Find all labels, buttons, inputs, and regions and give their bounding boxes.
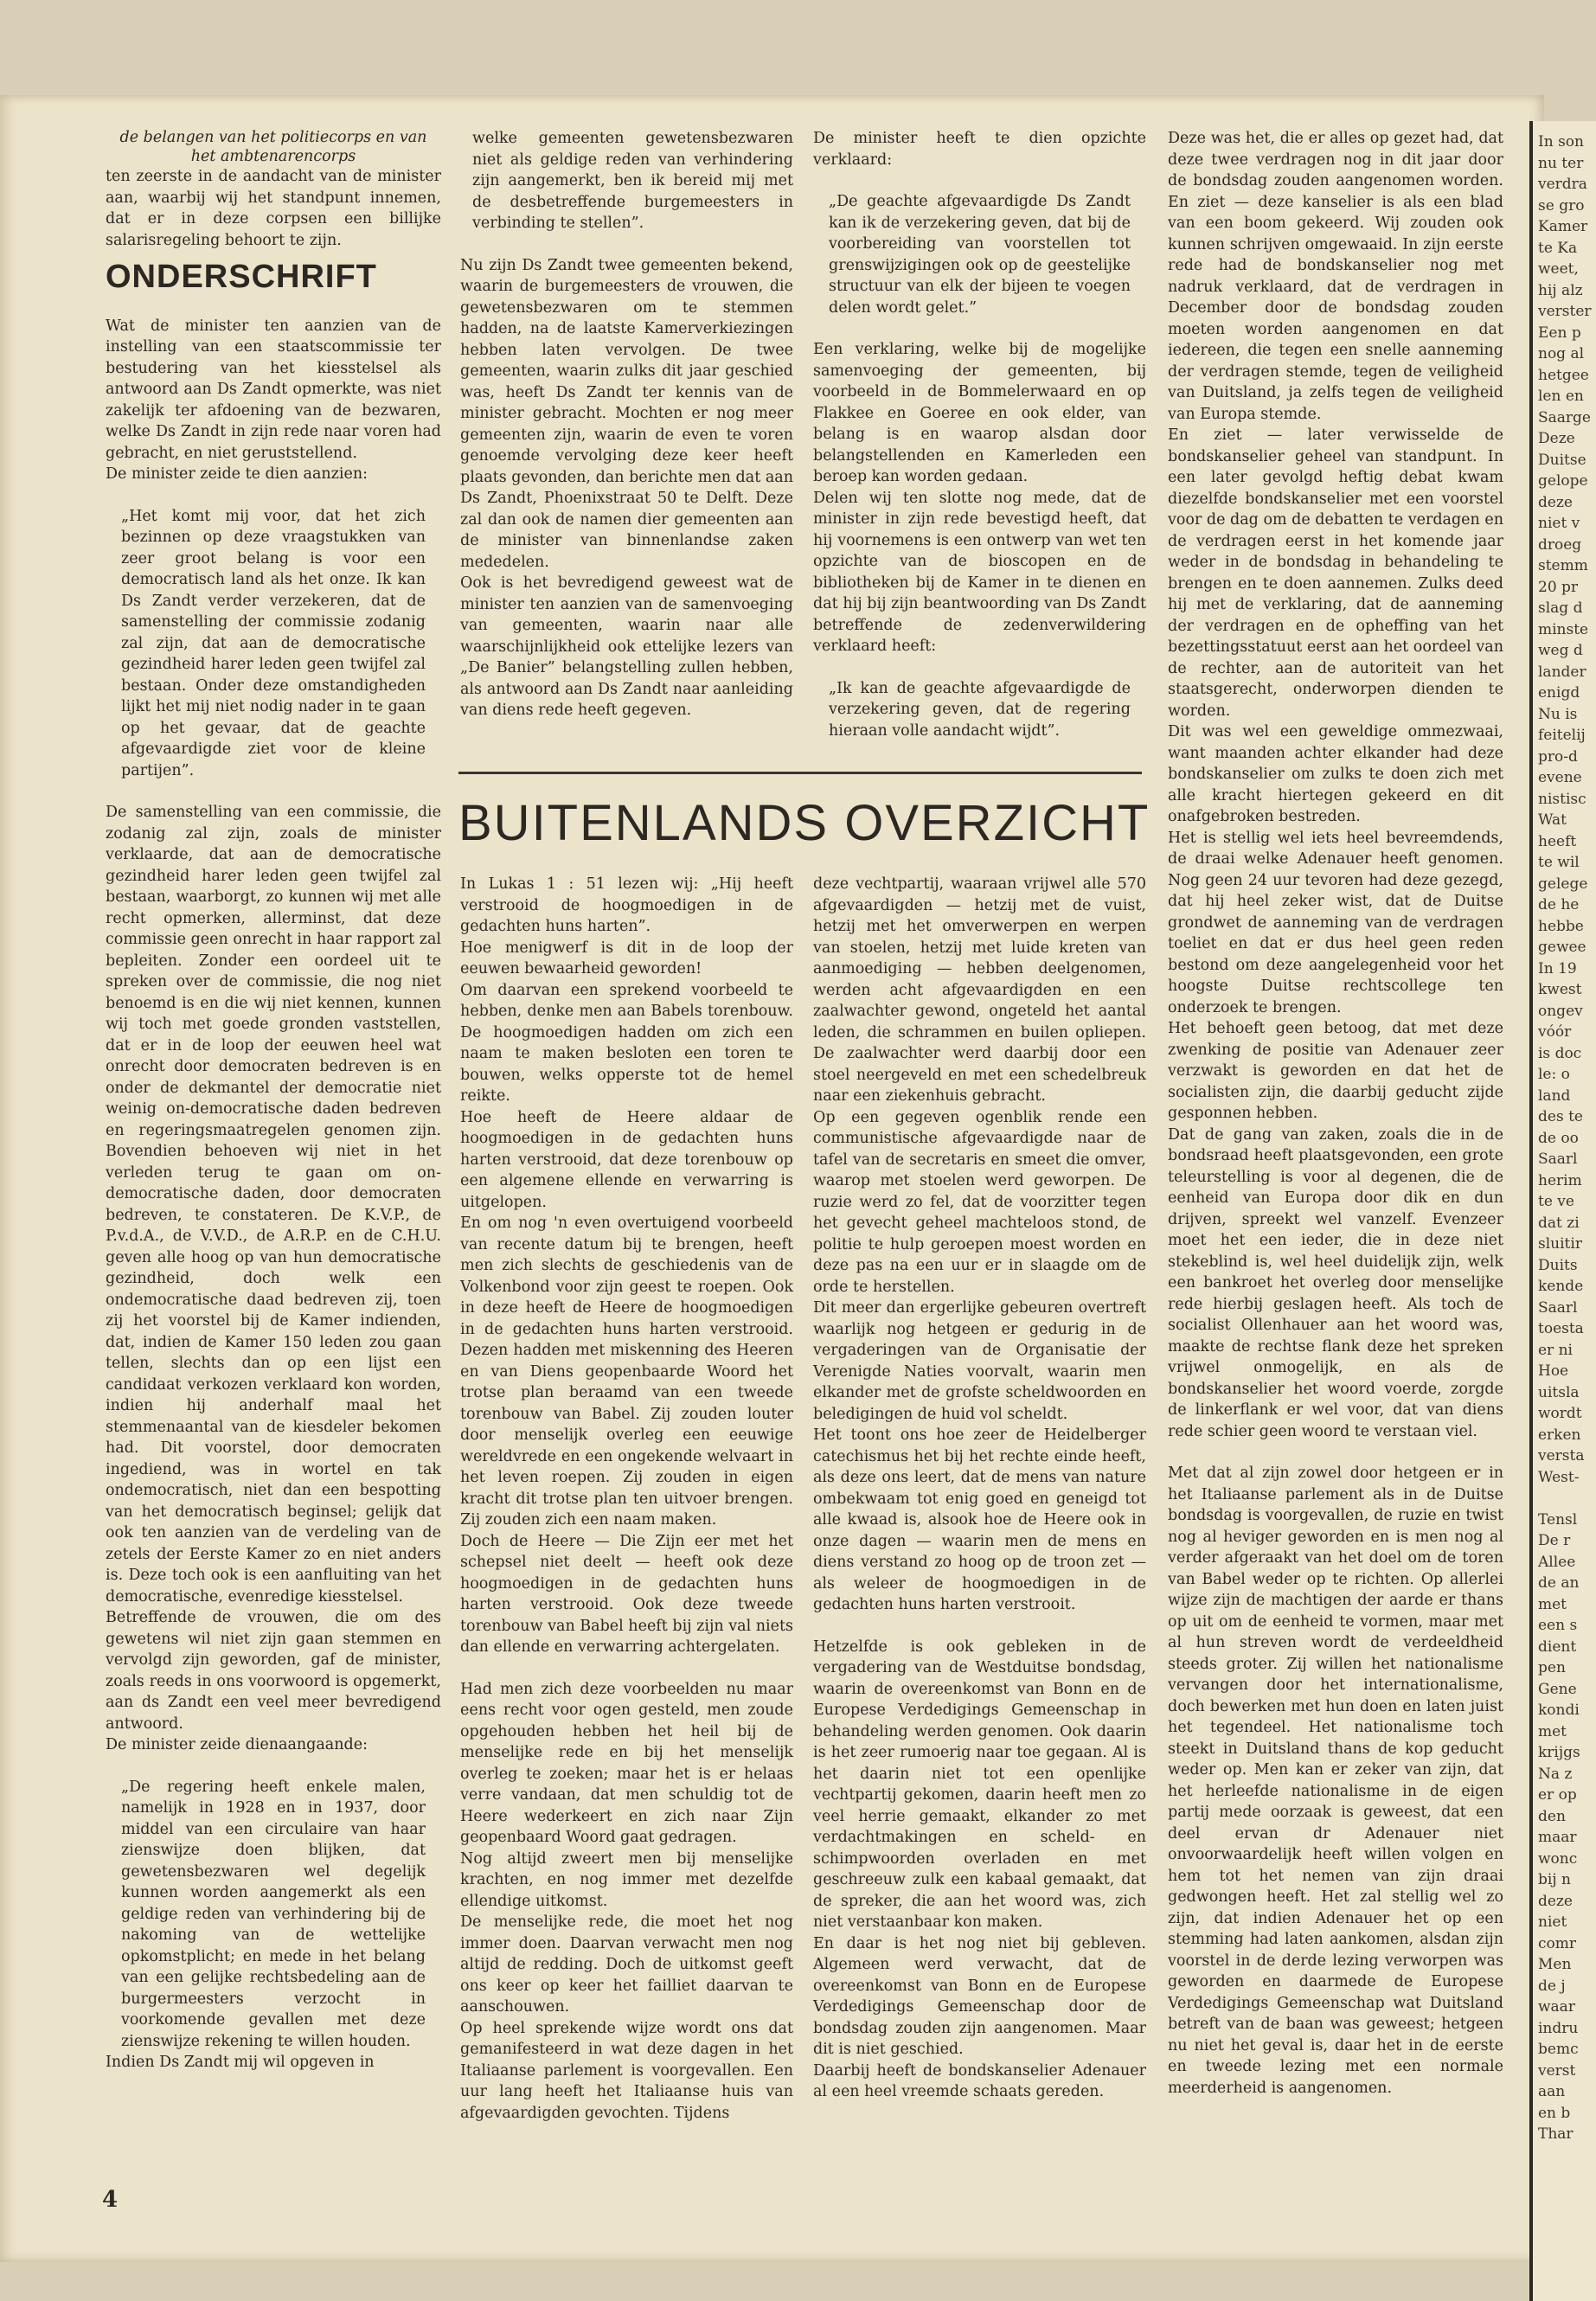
next-page-line: droeg <box>1538 535 1582 554</box>
next-page-line: er op <box>1538 1786 1577 1804</box>
next-page-line: slag d <box>1538 599 1583 617</box>
next-page-line: weet, <box>1538 260 1579 278</box>
paragraph: Nog altijd zweert men bij menselijke krachten, en nog immer met dezelfde ellendige uitkomst. <box>460 1849 793 1910</box>
next-page-line: Gene <box>1538 1680 1577 1698</box>
next-page-line: aan <box>1538 2083 1566 2100</box>
next-page-line: Saarge <box>1538 408 1591 426</box>
next-page-line: de j <box>1538 1977 1566 1995</box>
next-page-line: uitsla <box>1538 1383 1580 1401</box>
next-page-line: nog al <box>1538 345 1585 362</box>
next-page-line: verst <box>1538 2061 1576 2080</box>
next-page-line: bemc <box>1538 2041 1579 2058</box>
next-page-line: Wat <box>1538 811 1567 829</box>
next-page-line: 20 pr <box>1538 578 1579 596</box>
next-page-line: te wil <box>1538 854 1580 871</box>
next-page-line: en b <box>1538 2104 1571 2122</box>
paragraph: Deze was het, die er alles op gezet had, dat deze twee verdragen nog in dit jaar door de bondsdag zouden aangenomen worden. En ziet — deze kanselier is als een blad van een boom gekeerd. Wij zouden ook kunnen schrijven omgewaaid. In zijn eerste rede had de bondskanselier nog met nadruk verklaard, dat de verdragen in December door de bondsdag zouden moeten worden aangenomen en dat iedereen, die tegen een snelle aanneming der verdragen stemde, tegen de veiligheid van Duitsland, ja zelfs tegen de veiligheid van Europa stemde. <box>1168 130 1503 423</box>
next-page-line: Thar <box>1538 2125 1574 2143</box>
next-page-line: Na z <box>1538 1765 1573 1783</box>
quote: „Het komt mij voor, dat het zich bezinnen op deze vraagstukken van zeer groot belang is voor een democratisch land als het onze. Ik kan Ds Zandt verder verzekeren, dat de samenstelling der commissie zodanig zal zijn, dat aan de democratische gezindheid harer leden geen twijfel zal bestaan. Onder deze omstandigheden lijkt het mij niet nodig nader in te gaan op het gevaar, dat de geachte afgevaardigde ziet voor de kleine partijen”. <box>121 507 426 779</box>
next-page-line: De r <box>1538 1532 1571 1549</box>
next-page-line: weg d <box>1538 642 1583 659</box>
next-page-line: gewee <box>1538 939 1586 956</box>
next-page-line: versta <box>1538 1447 1585 1465</box>
section-heading-onderschrift: ONDERSCHRIFT <box>106 259 377 295</box>
next-page-line: niet <box>1538 1913 1567 1931</box>
next-page-line: de an <box>1538 1574 1580 1592</box>
next-page-line: le: o <box>1538 1066 1570 1083</box>
paragraph: Op een gegeven ogenblik rende een communistische afgevaardigde naar de tafel van de secretaris en smeet die omver, waarop met stoelen werd geworpen. De ruzie werd zo fel, dat de voorzitter tegen het gevecht geheel machteloos stond, de politie te hulp geroepen moest worden en deze pas na een uur er in slaagde om de orde te herstellen. <box>813 1108 1146 1296</box>
paragraph: Nu zijn Ds Zandt twee gemeenten bekend, waarin de burgemeesters de vrouwen, die gewetensbezwaren om te stemmen hadden, na de laatste Kamerverkiezingen hebben laten vervolgen. De twee gemeenten, waarin zulks dit jaar geschied was, heeft Ds Zandt ter kennis van de minister gebracht. Mochten er nog meer gemeenten zijn, waarin de even te voren genoemde vervolging deze keer heeft plaats gevonden, dan berichte men dat aan Ds Zandt, Phoenixstraat 50 te Delft. Deze zal dan ook de namen dier gemeenten aan de minister van binnenlandse zaken mededelen. <box>460 256 793 571</box>
paragraph: De menselijke rede, die moet het nog immer doen. Daarvan verwacht men nog altijd de redding. Doch de uitkomst geeft ons keer op keer het failliet daarvan te aanschouwen. <box>460 1913 793 2016</box>
section-divider <box>458 772 1142 774</box>
next-page-line: West- <box>1538 1468 1580 1486</box>
paragraph: Dit was wel een geweldige ommezwaai, want maanden achter elkander had deze bondskanselier om zulks te doen zich met alle kracht hiertegen gekeerd en dit onafgebroken bestreden. <box>1168 723 1503 825</box>
next-page-line: Een p <box>1538 324 1581 342</box>
next-page-line: sluitir <box>1538 1235 1582 1253</box>
next-page-line: Tensl <box>1538 1510 1578 1529</box>
next-page-line: de oo <box>1538 1129 1579 1147</box>
next-page-line <box>1533 1488 1596 1509</box>
next-page-line: kende <box>1538 1278 1584 1295</box>
next-page-line: minste <box>1538 620 1589 638</box>
paragraph: Wat de minister ten aanzien van de instelling van een staatscommissie ter bestudering van het kiesstelsel als antwoord aan Ds Zandt opmerkte, was niet zakelijk ter afdoening van de bezwaren, welke Ds Zandt in zijn rede naar voren had gebracht, en niet geruststellend. <box>106 317 441 462</box>
next-page-line: evene <box>1538 769 1582 786</box>
paragraph: De minister zeide te dien aanzien: <box>106 465 369 483</box>
next-page-line: is doc <box>1538 1044 1582 1062</box>
paragraph: Betreffende de vrouwen, die om des gewetens wil niet zijn gaan stemmen en vervolgd zijn geworden, gaf de minister, zoals reeds in ons voorwoord is opgemerkt, aan ds Zandt een veel meer bevredigend antwoord. <box>106 1609 441 1733</box>
next-page-line: er ni <box>1538 1341 1573 1359</box>
next-page-line: hetgee <box>1538 366 1589 384</box>
paragraph: Een verklaring, welke bij de mogelijke samenvoeging der gemeenten, bij voorbeeld in de Bommelerwaard en op Flakkee en Goeree en ook elder, van belang is en waarop alsdan door belangstellenden en Kamerleden een beroep kan worden gedaan. <box>813 341 1146 485</box>
paragraph: Doch de Heere — Die Zijn eer met het schepsel niet deelt — heeft ook deze hoogmoedigen in de gedachten huns harten verstrooid. Ook deze tweede torenbouw van Babel heeft bij zijn val niets dan ellende en verwarring achtergelaten. <box>460 1532 793 1656</box>
column-3 <box>813 128 1146 741</box>
paragraph: In Lukas 1 : 51 lezen wij: „Hij heeft verstrooid de hoogmoedigen in de gedachten huns harten”. <box>460 875 793 935</box>
next-page-line: een s <box>1538 1617 1578 1634</box>
paragraph: Indien Ds Zandt mij wil opgeven in <box>106 2054 375 2071</box>
next-page-line: des te <box>1538 1108 1583 1125</box>
next-page-line: wonc <box>1538 1849 1578 1868</box>
paragraph: De minister zeide dienaangaande: <box>106 1736 368 1753</box>
paragraph: Had men zich deze voorbeelden nu maar eens recht voor ogen gesteld, men zoude opgehouden hebben het heil bij de menselijke rede en bij het menselijk overleg te zoeken; maar het is er helaas verre vandaan, dat men schuldig tot de Heere wederkeert en zich naar Zijn geopenbaard Woord gaat gedragen. <box>460 1680 793 1846</box>
paragraph: En om nog 'n even overtuigend voorbeeld van recente datum bij te brengen, heeft men zich slechts de geschiedenis van de Volkenbond voor zijn geest te roepen. Ook in deze heeft de Heere de hoogmoedigen in de gedachten huns harten verstrooid. Dezen hadden met miskenning des Heeren en van Diens geopenbaarde Woord het trotse plan beraamd van een tweede torenbouw van Babel. Zij zouden louter door menselijk overleg een eeuwige wereldvrede en een ongekende welvaart in het leven roepen. Zij zouden in eigen kracht dit trotse plan ten uitvoer brengen. Zij zouden zich een naam maken. <box>460 1215 793 1529</box>
page-title: BUITENLANDS OVERZICHT <box>458 795 1151 851</box>
next-page-line: niet v <box>1538 515 1580 532</box>
next-page-line: Nu is <box>1538 705 1578 723</box>
paragraph: Het is stellig wel iets heel bevreemdends, de draai welke Adenauer heeft genomen. Nog geen 24 uur tevoren had deze gezegd, dat hij heel zeker wist, dat de Duitse grondwet de aanneming van de verdragen toeliet en dat er dus heel geen reden bestond om deze aangelegenheid voor het hoogste Duitse rechtscollege ten onderzoek te brengen. <box>1168 829 1503 1016</box>
quote: „Ik kan de geachte afgevaardigde de verzekering geven, dat de regering hieraan volle aandacht wijdt”. <box>829 679 1131 740</box>
next-page-line: waar <box>1538 1998 1575 2016</box>
paragraph: Hoe heeft de Heere aldaar de hoogmoedigen in de gedachten huns harten verstrooid, dat deze torenbouw op een algemene ellende en verwarring is uitgelopen. <box>460 1108 793 1211</box>
next-page-line: erken <box>1538 1426 1581 1444</box>
quote-continuation: welke gemeenten gewetensbezwaren niet als geldige reden van verhindering zijn aangemerkt, ben ik bereid mij met de desbetreffende burgemeesters in verbinding te stellen”. <box>472 130 793 232</box>
next-page-line: In 19 <box>1538 959 1577 977</box>
next-page-line: stemm <box>1538 557 1588 574</box>
next-page-line: wordt <box>1538 1405 1582 1422</box>
next-page-line: kondi <box>1538 1702 1580 1719</box>
next-page-line: met <box>1538 1595 1567 1613</box>
paragraph: Het behoeft geen betoog, dat met deze zwenking de positie van Adenauer zeer verzwakt is geworden en dat het de socialisten zijn, die daarbij geducht zijde gesponnen hebben. <box>1168 1020 1503 1122</box>
next-page-line: dat zi <box>1538 1214 1580 1232</box>
next-page-strip <box>1529 121 1596 2301</box>
column-header: de belangen van het politiecorps en van het ambtenarencorps <box>119 129 427 165</box>
next-page-line: ongev <box>1538 1002 1583 1020</box>
next-page-line: gelope <box>1538 472 1588 490</box>
next-page-line: lander <box>1538 663 1586 681</box>
next-page-line: Hoe <box>1538 1362 1569 1380</box>
quote: „De geachte afgevaardigde Ds Zandt kan ik de verzekering geven, dat bij de voorbereiding van voorstellen tot grenswijzigingen ook op de geestelijke structuur van elk der bijeen te voegen delen wordt gelet.” <box>829 193 1131 317</box>
next-page-line: nu ter <box>1538 154 1584 172</box>
next-page-line: verdra <box>1538 176 1587 193</box>
next-page-line: bij n <box>1538 1871 1571 1888</box>
next-page-line: len en <box>1538 388 1584 405</box>
paragraph: deze vechtpartij, waaraan vrijwel alle 570 afgevaardigden — hetzij met de vuist, hetzij met het omverwerpen en werpen van stoelen, hetzij met luide kreten van aanmoediging — hebben deelgenomen, werden acht afgevaardigden en een zaalwachter gewond, ongeteld het aantal leden, die schrammen en builen opliepen. De zaalwachter werd daarbij door een stoel neergeveld en met een schedelbreuk naar een ziekenhuis gebracht. <box>813 875 1146 1105</box>
next-page-line: te Ka <box>1538 239 1578 257</box>
paragraph: Ook is het bevredigend geweest wat de minister ten aanzien van de samenvoeging van gemeenten, waarin naar alle waarschijnlijkheid ook ettelijke lezers van „De Banier” belangstelling zullen hebben, als antwoord aan Ds Zandt naar aanleiding van diens rede heeft gegeven. <box>460 574 793 719</box>
next-page-line: dient <box>1538 1638 1577 1656</box>
next-page-line: deze <box>1538 493 1573 511</box>
column-1 <box>106 128 441 2073</box>
next-page-line: comr <box>1538 1934 1577 1952</box>
paragraph: En daar is het nog niet bij gebleven. Algemeen werd verwacht, dat de overeenkomst van Bonn en de Europese Verdedigings Gemeenschap door de bondsdag zouden zijn aangenomen. Maar dit is niet geschied. <box>813 1934 1146 2058</box>
paragraph: En ziet — later verwisselde de bondskanselier geheel van standpunt. In een later gevolgd heftig debat kwam diezelfde bondskanselier met een voorstel voor de dag om de debatten te verdagen en de verdragen eerst in het komende jaar weder in de bondsdag in behandeling te brengen en te doen aannemen. Zulks deed hij met de verklaring, dat de aanneming der verdragen en de opheffing van het bezettingsstatuut eerst aan het oordeel van de rechter, aan de autoriteit van het staatsgerecht, onderworpen dienden te worden. <box>1168 426 1503 720</box>
paragraph: ten zeerste in de aandacht van de minister aan, waarbij wij het standpunt innemen, dat er in deze corpsen een billijke salarisregeling behoort te zijn. <box>106 168 441 249</box>
paragraph: Om daarvan een sprekend voorbeeld te hebben, denke men aan Babels torenbouw. De hoogmoedigen hadden om zich een naam te maken besloten een toren te bouwen, welks opperste tot de hemel reikte. <box>460 981 793 1105</box>
next-page-line: In son <box>1538 133 1584 151</box>
paragraph: Hetzelfde is ook gebleken in de vergadering van de Westduitse bondsdag, waarin de overeenkomst van Bonn en de Europese Verdedigings Gemeenschap in behandeling werden genomen. Ook daarin is het zeer rumoerig naar toe gegaan. Al is het daarin niet tot een openlijke vechtpartij gekomen, daarin heeft men zo veel herrie gemaakt, elkander zo met verdachtmakingen en scheld- en schimpwoorden overladen en met geschreeuw zulk een kabaal gemaakt, dat de spreker, die aan het woord was, zich niet verstaanbaar kon maken. <box>813 1638 1146 1931</box>
column-2-lower <box>460 874 793 2124</box>
next-page-line: feitelij <box>1538 727 1586 744</box>
next-page-line: se gro <box>1538 196 1585 215</box>
next-page-line: nistisc <box>1538 790 1586 808</box>
next-page-line: herim <box>1538 1171 1582 1189</box>
paragraph: Op heel sprekende wijze wordt ons dat gemanifesteerd in wat deze dagen in het Italiaanse parlement is voorgevallen. Een uur lang heeft het Italiaanse huis van afgevaardigden gevochten. Tijdens <box>460 2019 793 2122</box>
next-page-line: hij alz <box>1538 281 1583 299</box>
next-page-line: Allee <box>1538 1553 1576 1571</box>
paragraph: Hoe menigwerf is dit in de loop der eeuwen bewaarheid geworden! <box>460 939 793 977</box>
next-page-line: indru <box>1538 2019 1579 2037</box>
column-4 <box>1168 128 1503 2099</box>
next-page-line: toesta <box>1538 1320 1584 1337</box>
next-page-line: vóór <box>1538 1023 1572 1041</box>
quote: „De regering heeft enkele malen, namelijk in 1928 en in 1937, door middel van een circulaire van haar zienswijze doen blijken, dat gewetensbezwaren wel degelijk kunnen worden aangemerkt als een geldige reden van verhindering bij de nakoming van de wettelijke opkomstplicht; en mede in het belang van een gelijke rechtsbedeling aan de burgermeesters verzocht in voorkomende gevallen met deze zienswijze rekening te willen houden. <box>121 1778 426 2050</box>
page-number: 4 <box>102 2187 119 2213</box>
next-page-line: Duitse <box>1538 451 1586 469</box>
column-3-lower <box>813 874 1146 2103</box>
paragraph: Dit meer dan ergerlijke gebeuren overtreft waarlijk nog hetgeen er gedurig in de vergaderingen van de Organisatie der Verenigde Naties voorvalt, waarin men elkander met de grofste scheldwoorden en beledigingen de huid vol scheldt. <box>813 1299 1146 1423</box>
paragraph: Delen wij ten slotte nog mede, dat de minister in zijn rede bevestigd heeft, dat hij voornemens is een ontwerp van wet ten opzichte van de bioscopen en de bibliotheken bij de Kamer in te dienen en dat hij bij zijn beantwoording van Ds Zandt betreffende de zedenverwildering verklaard heeft: <box>813 489 1146 655</box>
next-page-line: land <box>1538 1086 1571 1105</box>
next-page-line: hebbe <box>1538 917 1584 935</box>
next-page-line: Kamer <box>1538 218 1588 235</box>
next-page-line: enigd <box>1538 684 1580 702</box>
paragraph: Met dat al zijn zowel door hetgeen er in het Italiaanse parlement als in de Duitse bondsdag is voorgevallen, de ruzie en twist nog al heviger geworden en is men nog al verder afgeraakt van het doel om de toren van Babel weder op te richten. Op allerlei wijze zijn de machtigen der aarde er thans op uit om de eenheid te vormen, maar met al hun streven wordt de verdeeldheid steeds groter. Zij willen het nationalisme vervangen door het internationalisme, doch bewerken met hun doen en laten juist het tegendeel. Het nationalisme toch steekt in Duitsland thans de kop geducht weder op. Men kan er zeker van zijn, dat het herleefde nationalisme in de eigen partij mede oorzaak is geweest, dat een deel ervan dr Adenauer niet onvoorwaardelijk heeft willen volgen en hem tot het nemen van zijn draai gedwongen heeft. Het zal stellig wel zo zijn, dat indien Adenauer het op een stemming had laten aankomen, alsdan zijn voorstel in de derde lezing verworpen was geworden en daarmede de Europese Verdedigings Gemeenschap wat Duitsland betreft van de baan was geweest; hetgeen nu niet het geval is, daar het in de eerste en tweede lezing met een normale meerderheid is aangenomen. <box>1168 1465 1503 2097</box>
paragraph: Het toont ons hoe zeer de Heidelberger catechismus het bij het rechte einde heeft, als deze ons leert, dat de mens van nature ombekwaam tot enig goed en geneigd tot alle kwaad is, alsook hoe de Heere ook in onze dagen — waarin men de mens en diens verstand zo hoog op de troon zet — als weleer de hoogmoedigen in de gedachten huns harten verstrooit. <box>813 1426 1146 1613</box>
next-page-line: krijgs <box>1538 1744 1580 1761</box>
next-page-line: gelege <box>1538 875 1588 893</box>
next-page-line: pro-d <box>1538 747 1578 766</box>
paragraph: De samenstelling van een commissie, die zodanig zal zijn, zoals de minister verklaarde, dat aan de democratische gezindheid harer leden geen twijfel zal bestaan, waarborgt, zo kunnen wij met alle recht opmerken, allerminst, dat deze commissie geen onrecht in haar rapport zal bepleiten. Zonder een oordeel uit te spreken over de commissie, die nog niet benoemd is en die wij niet kennen, kunnen wij toch met goede gronden vaststellen, dat er in de loop der eeuwen heel wat onrecht door democraten bedreven is en onder de dekmantel der democratie niet weinig on-democratische daden bedreven en regeringsmaatregelen genomen zijn. Bovendien behoeven wij niet in het verleden terug te gaan om on-democratische daden, door democraten bedreven, te constateren. De K.V.P., de P.v.d.A., de V.V.D., de A.R.P. en de C.H.U. geven alle hoog op van hun democratische gezindheid, doch welk een ondemocratische daad bedreven zij, toen zij het voorstel bij de Kamer indienden, dat, indien de Kamer 150 leden zou gaan tellen, slechts dan op een lijst een candidaat verkozen verklaard kon worden, indien hij anderhalf maal het stemmenaantal van de kiesdeler bekomen had. Dit voorstel, door democraten ingediend, was in wortel en tak ondemocratisch, niet dan een bespotting van het democratisch beginsel; gelijk dat ook ten aanzien van de verdeling van de zetels der Eerste Kamer zo en niet anders is. Deze toch ook is een aanfluiting van het democratische, evenredige kiesstelsel. <box>106 804 441 1606</box>
next-page-line: pen <box>1538 1659 1566 1676</box>
next-page-line: den <box>1538 1807 1566 1825</box>
column-2 <box>460 128 793 721</box>
next-page-line: Deze <box>1538 430 1575 447</box>
next-page-line: kwest <box>1538 981 1582 998</box>
next-page-line: heeft <box>1538 832 1577 850</box>
paragraph: Daarbij heeft de bondskanselier Adenauer al een heel vreemde schaats gereden. <box>813 2061 1146 2100</box>
next-page-line: maar <box>1538 1829 1577 1846</box>
next-page-line: verster <box>1538 303 1592 320</box>
next-page-line: de he <box>1538 896 1580 913</box>
next-page-line: te ve <box>1538 1193 1574 1210</box>
next-page-line: Saarl <box>1538 1298 1578 1317</box>
next-page-line: deze <box>1538 1892 1573 1910</box>
next-page-line: Men <box>1538 1956 1572 1973</box>
next-page-line: Duits <box>1538 1256 1578 1274</box>
next-page-line: met <box>1538 1722 1567 1740</box>
paragraph: De minister heeft te dien opzichte verklaard: <box>813 130 1146 169</box>
next-page-line: Saarl <box>1538 1150 1578 1168</box>
paragraph: Dat de gang van zaken, zoals die in de bondsraad heeft plaatsgevonden, een grote teleurstelling is voor al degenen, die de eenheid van Europa door dik en dun drijven, spreekt wel vanzelf. Evenzeer moet het een ieder, die in deze niet stekeblind is, wel heel duidelijk zijn, welk een bankroet het overleg door menselijke rede hierbij geslagen heeft. Als toch de socialist Ollenhauer aan het woord was, maakte de rechtse flank deze het spreken vrijwel onmogelijk, en als de bondskanselier het woord voerde, zorgde de linkerflank er wel voor, dat van diens rede schier geen woord te verstaan viel. <box>1168 1125 1503 1440</box>
